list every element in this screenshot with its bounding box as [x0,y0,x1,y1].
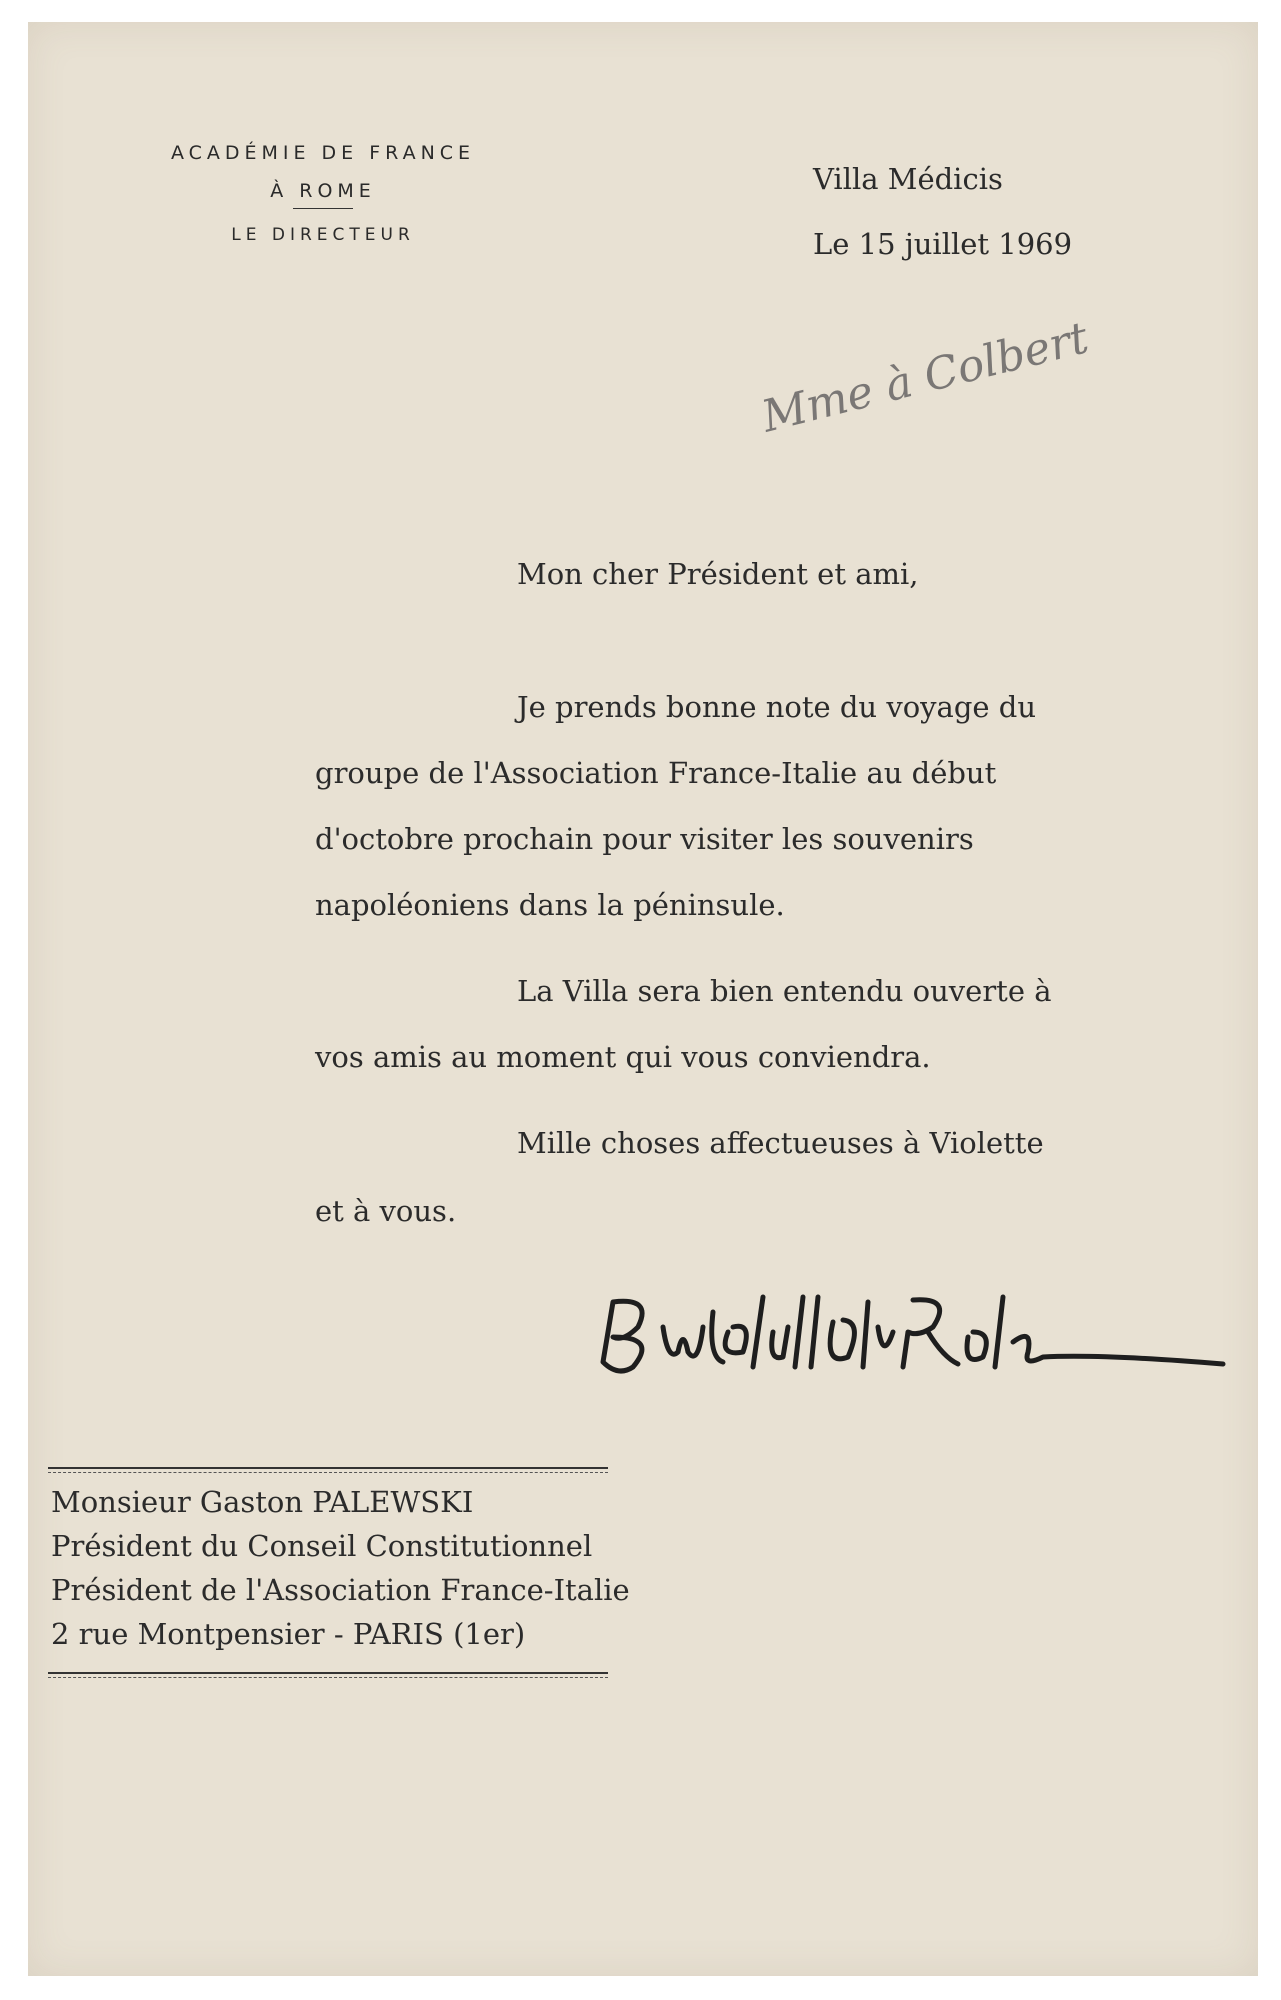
letterhead [108,142,538,245]
address-rule-bottom [48,1672,608,1674]
letter-paper [28,22,1258,1976]
place: Villa Médicis [813,162,1003,196]
body-line-2: groupe de l'Association France-Italie au début [315,756,997,790]
letterhead-title: LE DIRECTEUR [231,225,415,245]
body-line-5: La Villa sera bien entendu ouverte à [517,974,1052,1008]
body-line-4: napoléoniens dans la péninsule. [315,888,785,922]
letterhead-divider [293,208,353,209]
recipient-line-1: Monsieur Gaston PALEWSKI [51,1485,474,1519]
recipient-line-2: Président du Conseil Constitutionnel [51,1529,593,1563]
recipient-line-4: 2 rue Montpensier - PARIS (1er) [51,1617,526,1651]
recipient-line-3: Président de l'Association France-Italie [51,1573,630,1607]
body-line-7: Mille choses affectueuses à Violette [517,1126,1044,1160]
salutation: Mon cher Président et ami, [517,557,919,591]
address-rule-top [48,1467,608,1469]
handwritten-note: Mme à Colbert [756,312,1094,443]
body-line-3: d'octobre prochain pour visiter les souvenirs [315,822,974,856]
letterhead-city: À ROME [270,180,376,202]
body-line-6: vos amis au moment qui vous conviendra. [315,1040,931,1074]
signature [583,1282,1233,1392]
letterhead-institution: ACADÉMIE DE FRANCE [170,142,476,164]
body-line-8: et à vous. [315,1194,457,1228]
body-line-1: Je prends bonne note du voyage du [517,690,1037,724]
date: Le 15 juillet 1969 [813,227,1073,261]
